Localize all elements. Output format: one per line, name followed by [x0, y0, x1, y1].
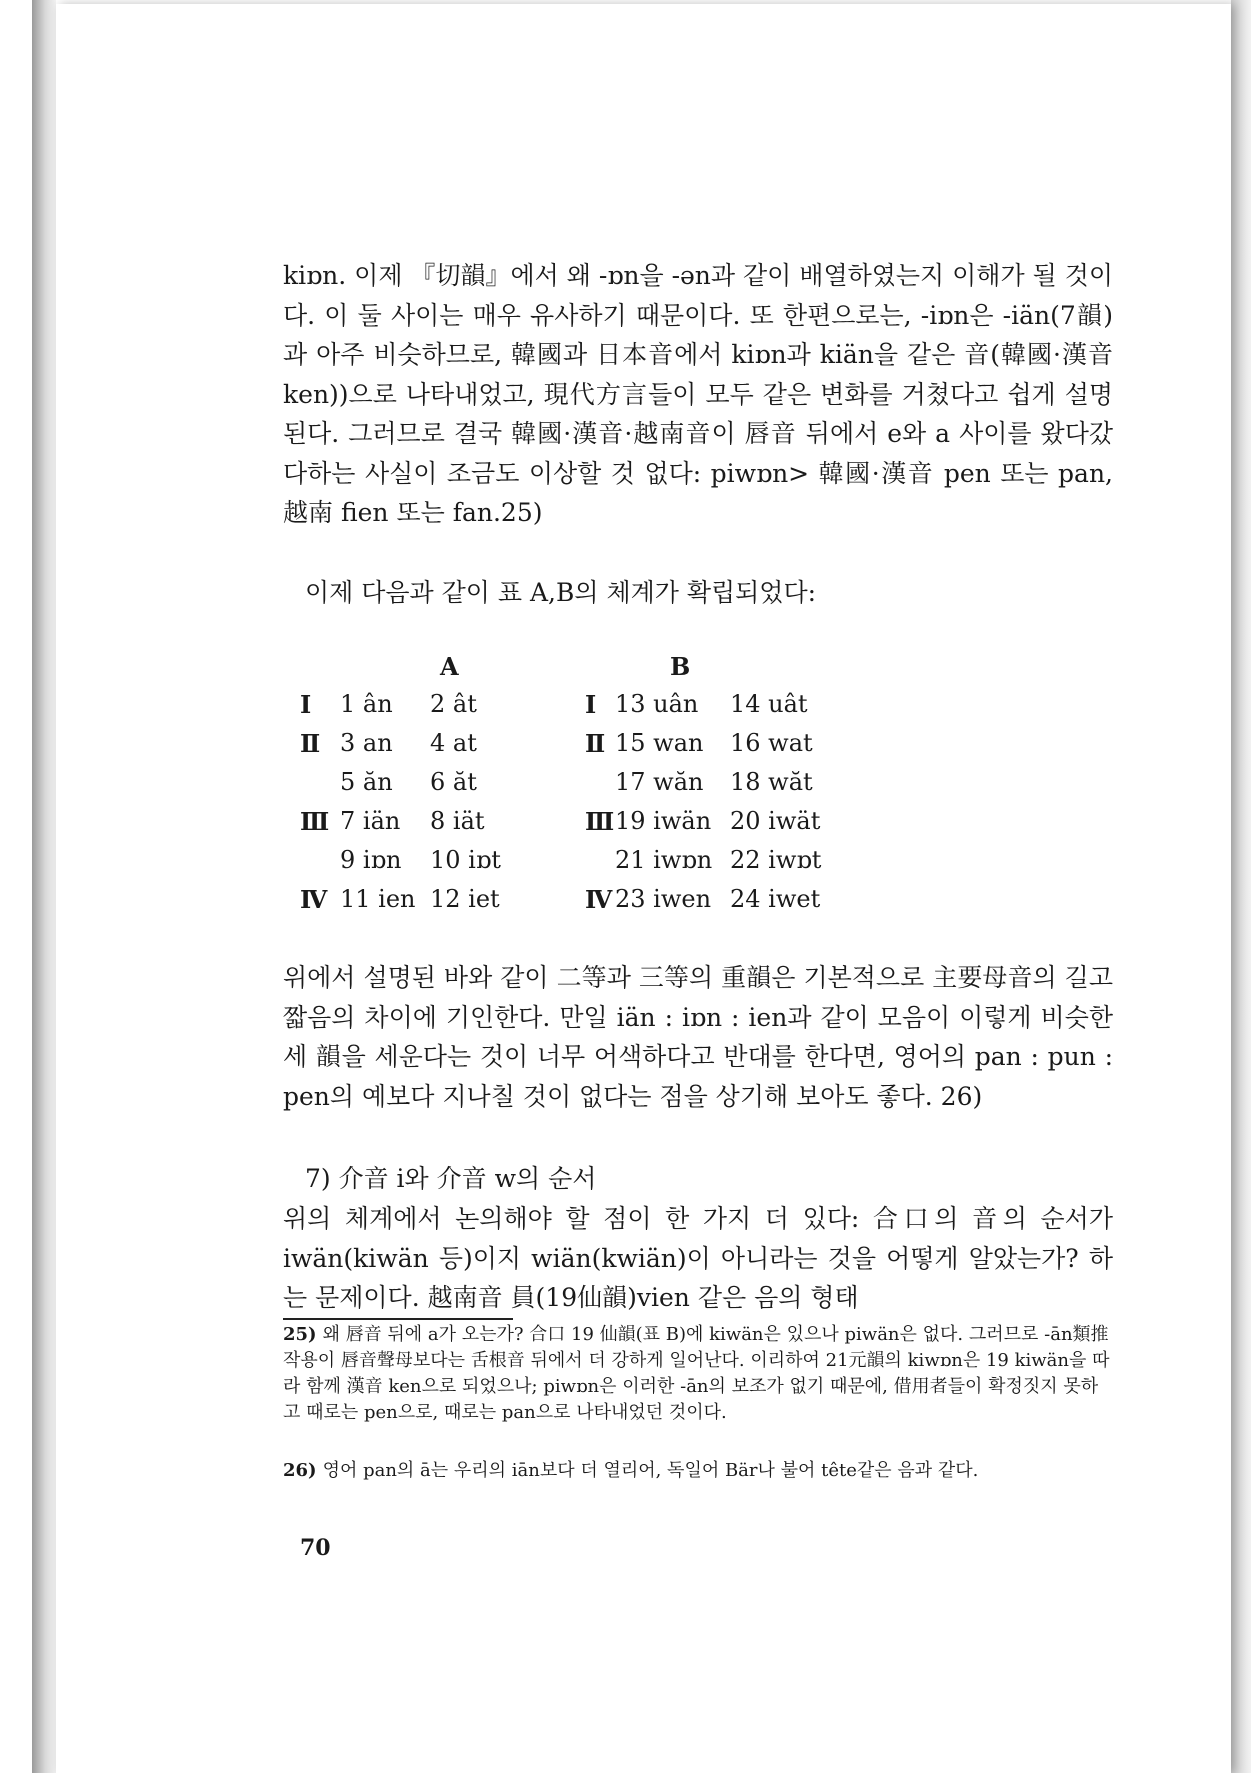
row-b2: 16 wat	[730, 729, 813, 757]
row-b1: 23 iwen	[615, 885, 712, 913]
row-roman-b: Ⅳ	[585, 885, 613, 914]
table-head-b: B	[670, 652, 691, 681]
row-b2: 24 iwet	[730, 885, 821, 913]
rhyme-table	[300, 640, 940, 920]
footnote-number: 25)	[283, 1324, 317, 1345]
page-edge	[1231, 0, 1251, 1773]
row-a1: 7 iän	[340, 807, 401, 835]
row-b2: 20 iwät	[730, 807, 821, 835]
row-a2: 2 ât	[430, 690, 477, 718]
footnote-number: 26)	[283, 1460, 317, 1481]
row-b2: 14 uât	[730, 690, 808, 718]
row-b2: 18 wăt	[730, 768, 813, 796]
footnote-text: 왜 唇音 뒤에 a가 오는가? 合口 19 仙韻(표 B)에 kiwän은 있으나 piwän은 없다. 그러므로 -ān類推작용이 唇音聲母보다는 舌根音 뒤에서 더 강하게 일어난다. 이리하여 21元韻의 kiwɒn은 19 kiwän을 따라 함께 漢音 ken으로 되었으나; piwɒn은 이러한 -ān의 보조가 없기 때문에, 借用者들이 확정짓지 못하고 때로는 pen으로, 때로는 pan으로 나타내었던 것이다.	[283, 1324, 1110, 1423]
row-roman-b: Ⅰ	[585, 690, 597, 719]
row-a2: 4 at	[430, 729, 477, 757]
book-binding	[32, 0, 56, 1773]
row-a1: 11 ien	[340, 885, 416, 913]
footnote-text: 영어 pan의 ā는 우리의 iān보다 더 열리어, 독일어 Bär나 불어 tête같은 음과 같다.	[322, 1460, 979, 1481]
row-a1: 5 ăn	[340, 768, 393, 796]
row-b1: 19 iwän	[615, 807, 712, 835]
row-a1: 1 ân	[340, 690, 393, 718]
paragraph-2: 이제 다음과 같이 표 A,B의 체계가 확립되었다:	[305, 578, 817, 607]
row-b1: 15 wan	[615, 729, 704, 757]
row-a2: 8 iät	[430, 807, 485, 835]
paragraph-3: 위에서 설명된 바와 같이 二等과 三等의 重韻은 기본적으로 主要母音의 길고 짧음의 차이에 기인한다. 만일 iän : iɒn : ien과 같이 모음이 이렇게 비슷한 세 韻을 세운다는 것이 너무 어색하다고 반대를 한다면, 영어의 pan : pun : pen의 예보다 지나칠 것이 없다는 점을 상기해 보아도 좋다. 26)	[283, 963, 1113, 1111]
page-number: 70	[300, 1535, 331, 1561]
table-head-a: A	[440, 652, 459, 681]
row-a2: 10 iɒt	[430, 846, 501, 874]
row-roman-b: Ⅱ	[585, 729, 606, 758]
row-b2: 22 iwɒt	[730, 846, 822, 874]
row-a2: 12 iet	[430, 885, 500, 913]
row-a2: 6 ăt	[430, 768, 477, 796]
row-b1: 13 uân	[615, 690, 699, 718]
paragraph-1: kiɒn. 이제 『切韻』에서 왜 -ɒn을 -ən과 같이 배열하였는지 이해가 될 것이다. 이 둘 사이는 매우 유사하기 때문이다. 또 한편으로는, -iɒn은 -iän(7韻)과 아주 비슷하므로, 韓國과 日本音에서 kiɒn과 kiän을 같은 音(韓國·漢音 ken))으로 나타내었고, 現代方言들이 모두 같은 변화를 거쳤다고 쉽게 설명된다. 그러므로 결국 韓國·漢音·越南音이 唇音 뒤에서 e와 a 사이를 왔다갔다하는 사실이 조금도 이상할 것 없다: piwɒn> 韓國·漢音 pen 또는 pan, 越南 fien 또는 fan.25)	[283, 261, 1113, 527]
row-b1: 21 iwɒn	[615, 846, 713, 874]
row-b1: 17 wăn	[615, 768, 704, 796]
row-roman-a: Ⅰ	[300, 690, 312, 719]
footnote-26	[283, 1458, 1113, 1484]
row-a1: 9 iɒn	[340, 846, 402, 874]
row-roman-a: Ⅲ	[300, 807, 330, 836]
row-a1: 3 an	[340, 729, 393, 757]
row-roman-b: Ⅲ	[585, 807, 615, 836]
footnote-25	[283, 1322, 1113, 1426]
paragraph-5: 위의 체계에서 논의해야 할 점이 한 가지 더 있다: 合口의 音의 순서가 iwän(kiwän 등)이지 wiän(kwiän)이 아니라는 것을 어떻게 알았는가? 하는 문제이다. 越南音 員(19仙韻)vien 같은 음의 형태	[283, 1204, 1113, 1312]
row-roman-a: Ⅱ	[300, 729, 321, 758]
row-roman-a: Ⅳ	[300, 885, 328, 914]
section-heading: 7) 介音 i와 介音 w의 순서	[305, 1164, 597, 1193]
footnote-rule	[283, 1318, 513, 1320]
